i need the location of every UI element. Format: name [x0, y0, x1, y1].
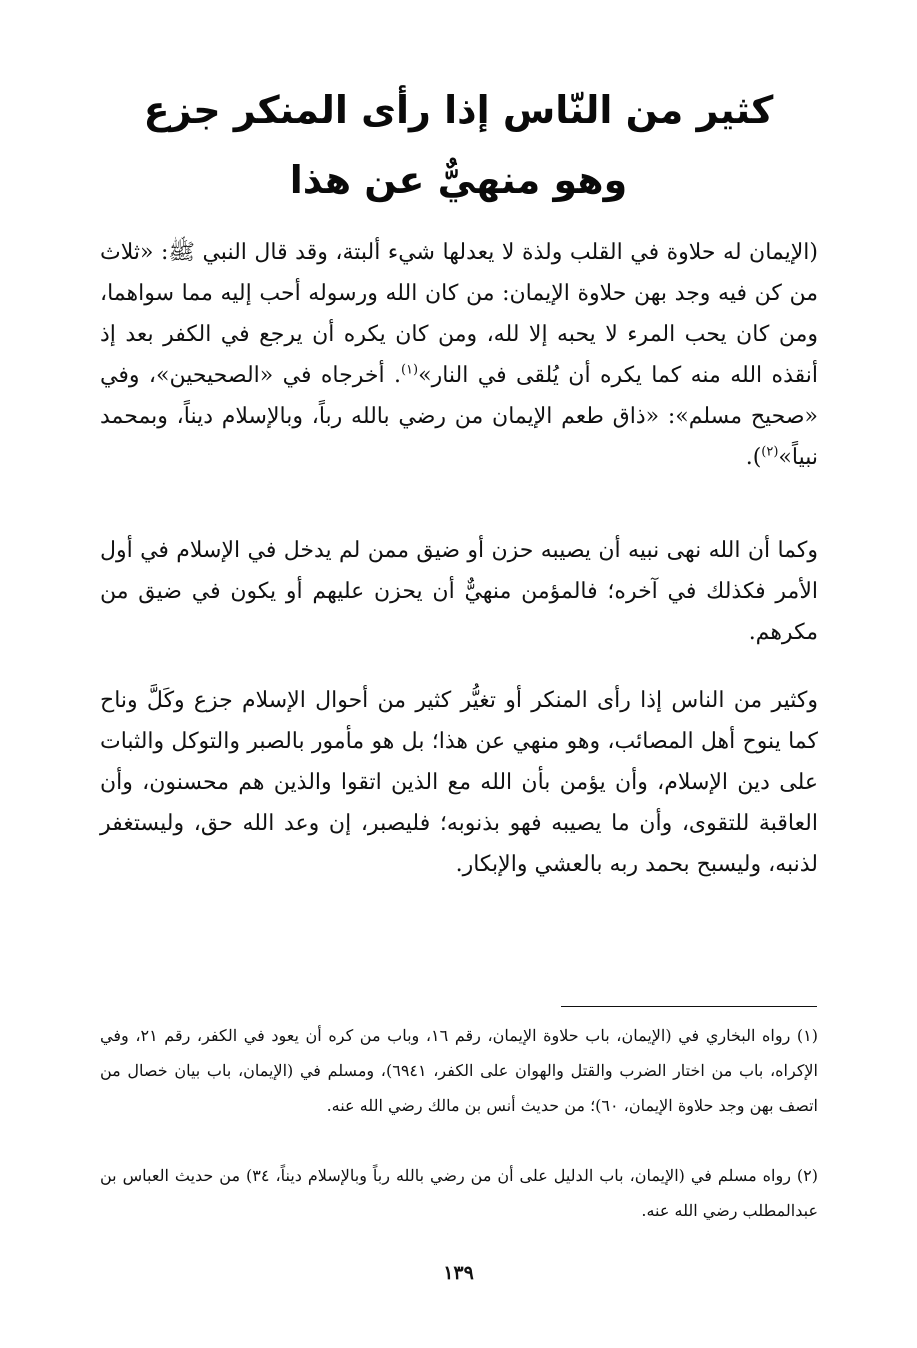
- paragraph-2: وكما أن الله نهى نبيه أن يصيبه حزن أو ضيق ممن لم يدخل في الإسلام في أول الأمر فكذلك في آخره؛ فالمؤمن منهيٌّ أن يحزن عليهم أو يكون في ضيق من مكرهم.: [100, 538, 818, 645]
- chapter-title-line-2: وهو منهيٌّ عن هذا: [289, 158, 628, 202]
- chapter-title-line-1: كثير من النّاس إذا رأى المنكر جزع: [143, 88, 774, 132]
- footnote-2: (٢) رواه مسلم في (الإيمان، باب الدليل على أن من رضي بالله رباً وبالإسلام ديناً، ٣٤) من حديث العباس بن عبدالمطلب رضي الله عنه.: [100, 1166, 818, 1220]
- paragraph-1-text-b: . أخرجاه في «الصحيحين»، وفي «صحيح مسلم»: «ذاق طعم الإيمان من رضي بالله رباً، وبالإسلام ديناً، وبمحمد نبياً»: [100, 363, 818, 470]
- paragraph-1: [100, 232, 818, 478]
- paragraph-1-text-a: (الإيمان له حلاوة في القلب ولذة لا يعدلها شيء ألبتة، وقد قال النبي ﷺ: «ثلاث من كن فيه وجد بهن حلاوة الإيمان: من كان الله ورسوله أحب إليه مما سواهما، ومن كان يحب المرء لا يحبه إلا لله، ومن كان يكره أن يرجع في الكفر بعد إذ أنقذه الله منه كما يكره أن يُلقى في النار»: [100, 240, 818, 388]
- paragraph-1-text-c: ).: [745, 445, 762, 470]
- footnote-ref-2: (٢): [761, 444, 779, 460]
- page-number: ١٣٩: [443, 1262, 474, 1284]
- footnote-divider: [561, 1006, 817, 1007]
- footnote-ref-1: (١): [400, 362, 419, 378]
- footnote-1: (١) رواه البخاري في (الإيمان، باب حلاوة الإيمان، رقم ١٦، وباب من كره أن يعود في الكفر، رقم ٢١، وفي الإكراه، باب من اختار الضرب والقتل والهوان على الكفر، ٦٩٤١)، ومسلم في (الإيمان، باب بيان خصال من اتصف بهن وجد حلاوة الإيمان، ٦٠)؛ من حديث أنس بن مالك رضي الله عنه.: [100, 1026, 819, 1115]
- paragraph-3: وكثير من الناس إذا رأى المنكر أو تغيُّر كثير من أحوال الإسلام جزع وكَلَّ وناح كما ينوح أهل المصائب، وهو منهي عن هذا؛ بل هو مأمور بالصبر والتوكل والثبات على دين الإسلام، وأن يؤمن بأن الله مع الذين اتقوا والذين هم محسنون، وأن العاقبة للتقوى، وأن ما يصيبه فهو بذنوبه؛ فليصبر، إن وعد الله حق، وليستغفر لذنبه، وليسبح بحمد ربه بالعشي والإبكار.: [100, 688, 818, 877]
